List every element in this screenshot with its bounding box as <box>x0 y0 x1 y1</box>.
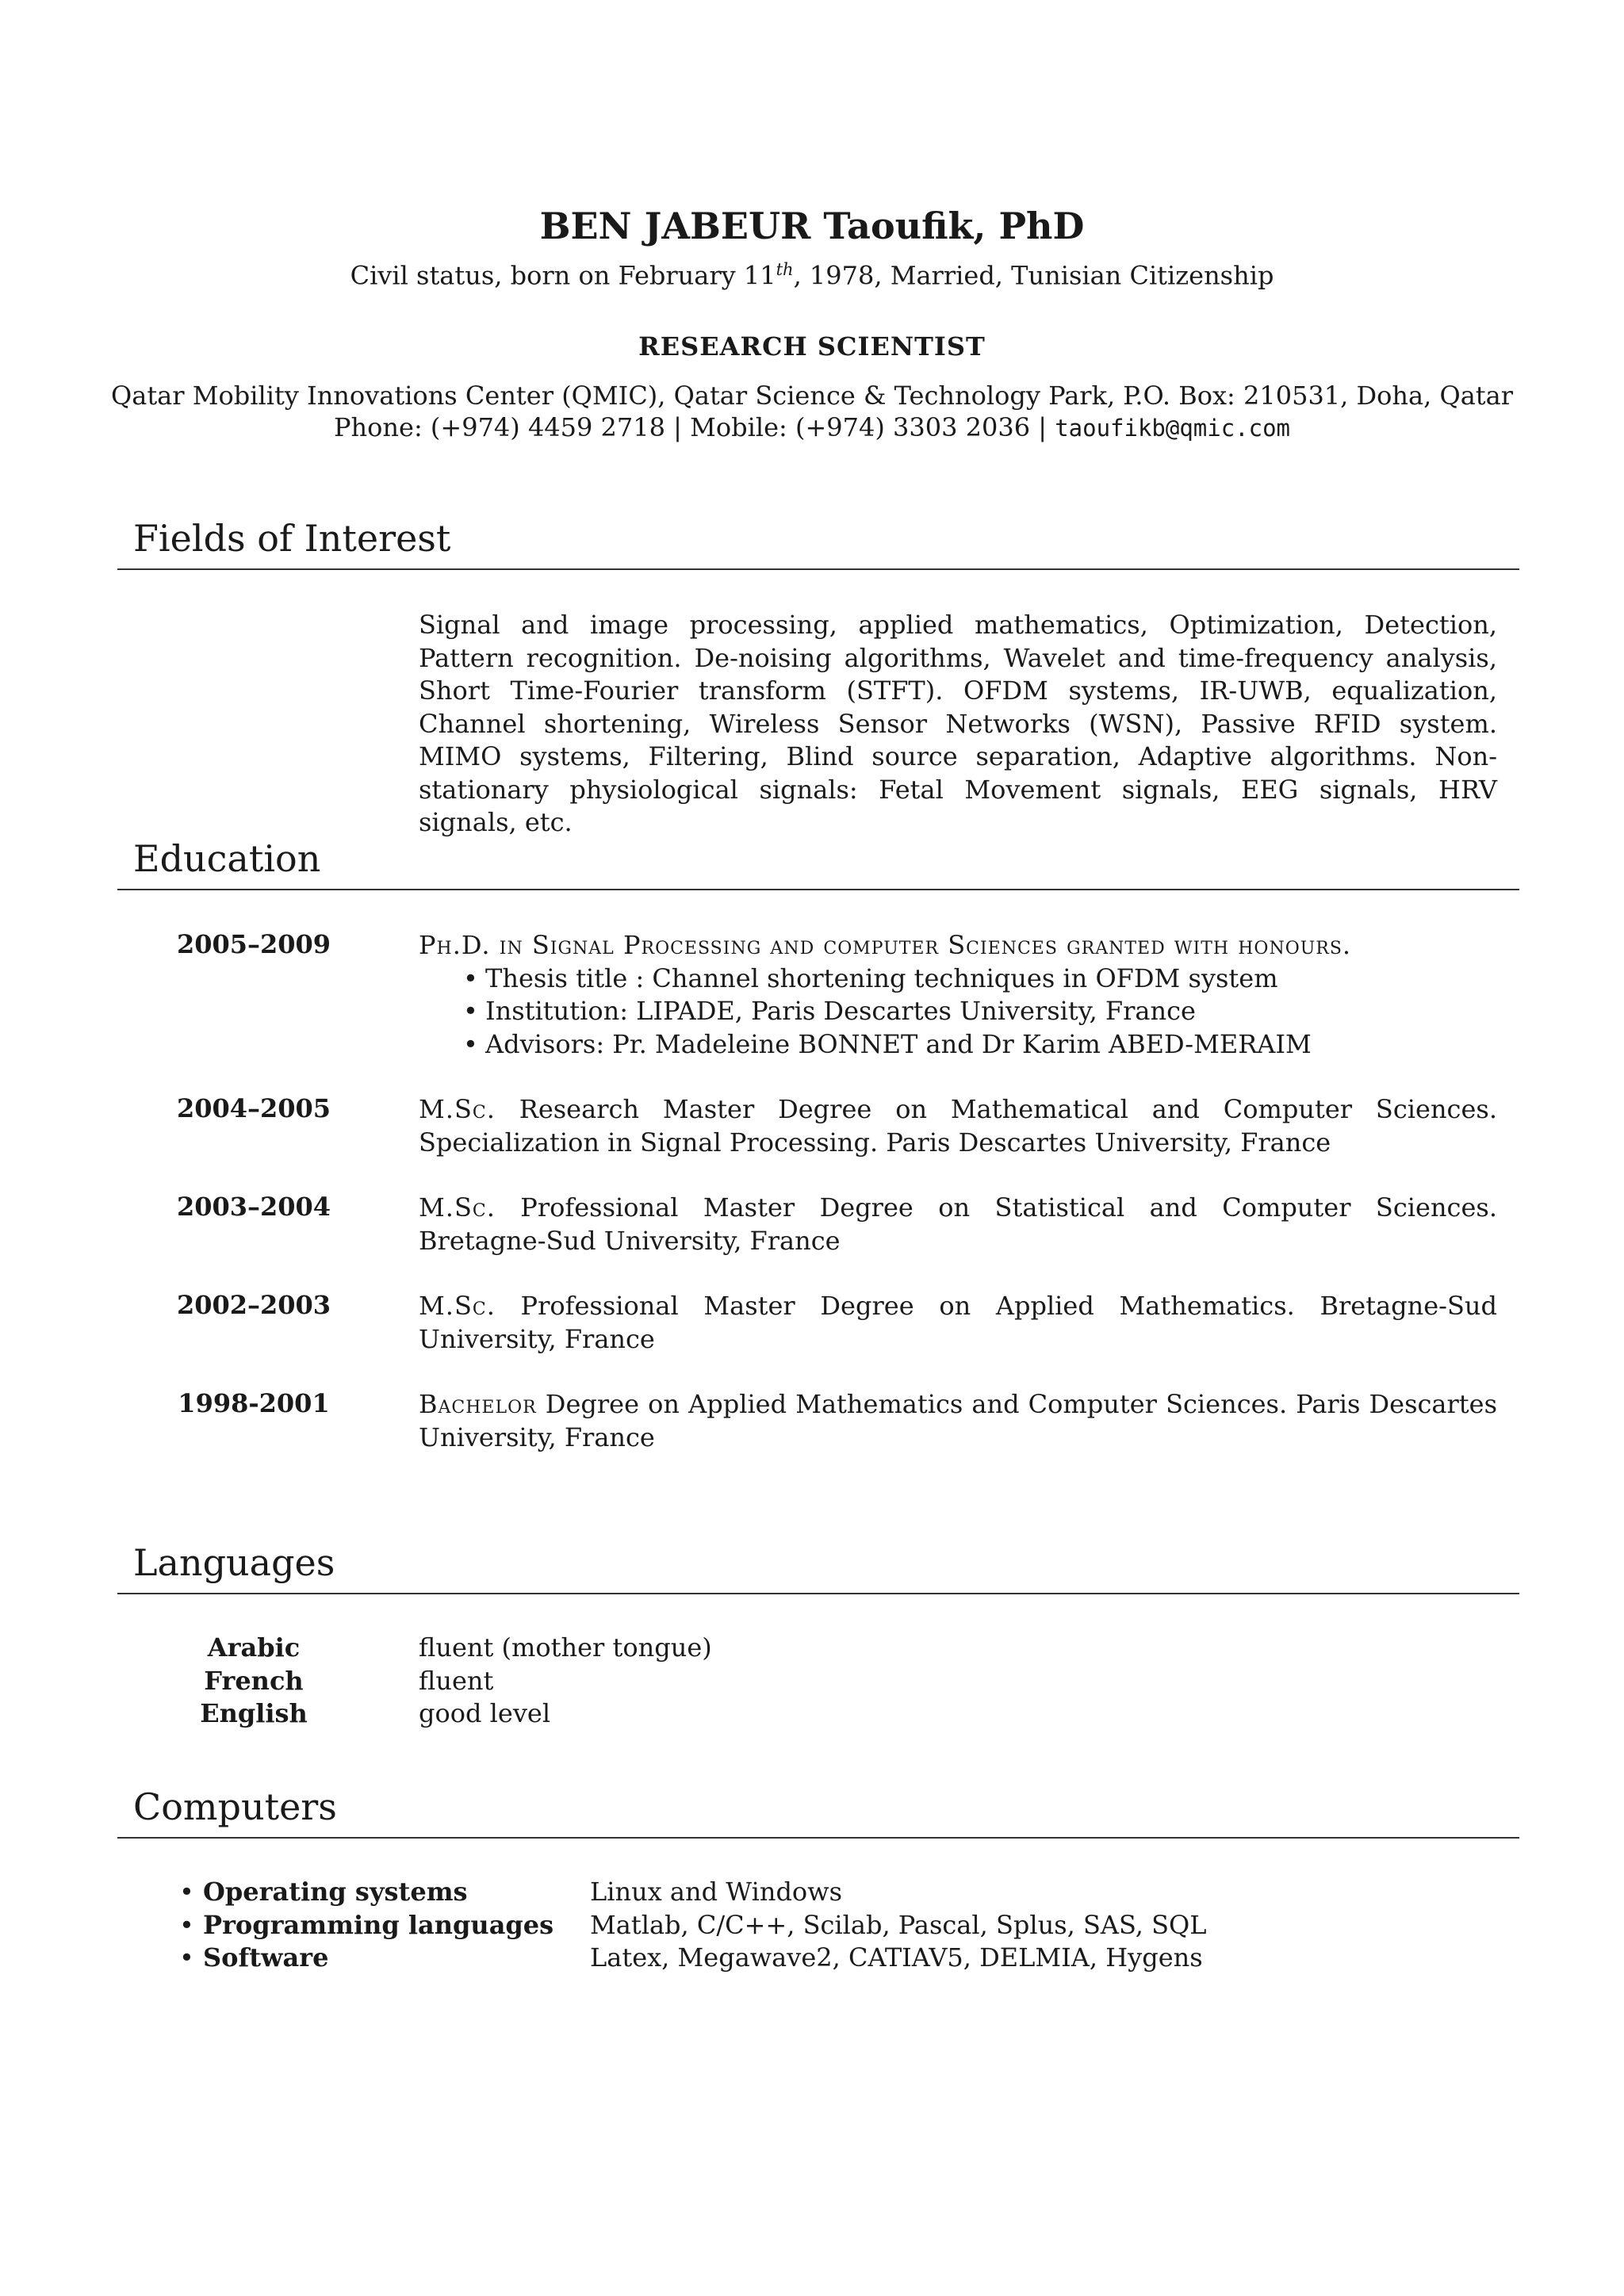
degree-label: M.Sc. <box>419 1291 496 1321</box>
education-entry <box>419 1093 1497 1159</box>
section-title-computers: Computers <box>133 1785 337 1828</box>
degree-text: Research Master Degree on Mathematical and Computer Sciences. Specialization in Signal Processing. Paris Descartes University, France <box>419 1094 1497 1158</box>
job-title: RESEARCH SCIENTIST <box>638 331 986 362</box>
computer-skill-key: • Operating systems <box>203 1877 468 1907</box>
contact-line <box>0 412 1624 442</box>
education-entry <box>419 1192 1497 1257</box>
civil-status <box>0 260 1624 291</box>
language-level: good level <box>419 1698 551 1728</box>
degree-label: M.Sc. <box>419 1094 496 1124</box>
degree-text: Professional Master Degree on Statistical and Computer Sciences. Bretagne-Sud University, France <box>419 1192 1497 1256</box>
education-entry <box>419 1388 1497 1454</box>
computer-skill-key: • Software <box>203 1942 329 1973</box>
cv-name: BEN JABEUR Taoufik, PhD <box>539 205 1085 247</box>
list-item: • Thesis title : Channel shortening techniques in OFDM system <box>419 962 1497 996</box>
education-degree-line <box>419 929 1497 962</box>
fields-of-interest-text: Signal and image processing, applied mathematics, Optimization, Detection, Pattern recognition. De-noising algorithms, Wavelet and time-frequency analysis, Short Time-Fourier transform (STFT). OFDM systems, IR-UWB, equalization, Channel shortening, Wireless Sensor Networks (WSN), Passive RFID system. MIMO systems, Filtering, Blind source separation, Adaptive algorithms. Non-stationary physiological signals: Fetal Movement signals, EEG signals, HRV signals, etc. <box>419 610 1497 837</box>
section-rule <box>117 889 1519 890</box>
thesis-details-list <box>419 962 1497 1062</box>
section-rule <box>117 1593 1519 1594</box>
computer-skill-key: • Programming languages <box>203 1910 553 1940</box>
computer-skill-value: Latex, Megawave2, CATIAV5, DELMIA, Hygens <box>590 1942 1203 1973</box>
list-item: • Institution: LIPADE, Paris Descartes University, France <box>419 995 1497 1028</box>
degree-label: Ph.D. <box>419 930 491 960</box>
education-entry <box>419 1290 1497 1356</box>
civil-status-pre: Civil status, born on February 11 <box>350 260 776 291</box>
education-entry <box>419 929 1497 1061</box>
computer-skill-value: Matlab, C/C++, Scilab, Pascal, Splus, SAS, SQL <box>590 1910 1207 1940</box>
language-name: French <box>204 1666 304 1696</box>
section-rule <box>117 1837 1519 1839</box>
section-title-languages: Languages <box>133 1541 335 1584</box>
language-name: Arabic <box>207 1632 301 1663</box>
list-item: • Advisors: Pr. Madeleine BONNET and Dr Karim ABED-MERAIM <box>419 1028 1497 1062</box>
education-date: 2004–2005 <box>176 1093 331 1123</box>
language-level: fluent (mother tongue) <box>419 1632 712 1663</box>
degree-text: Degree on Applied Mathematics and Computer Sciences. Paris Descartes University, France <box>419 1389 1497 1452</box>
degree-label: Bachelor <box>419 1389 537 1419</box>
section-title-education: Education <box>133 837 321 880</box>
civil-status-post: , 1978, Married, Tunisian Citizenship <box>793 260 1274 291</box>
degree-text: in Signal Processing and computer Sciences granted with honours. <box>490 930 1352 960</box>
email-link[interactable]: taoufikb@qmic.com <box>1055 415 1290 442</box>
education-date: 1998-2001 <box>178 1388 330 1418</box>
language-name: English <box>200 1698 308 1728</box>
language-level: fluent <box>419 1666 494 1696</box>
civil-status-sup: th <box>776 260 794 279</box>
section-title-fields: Fields of Interest <box>133 517 451 560</box>
phone-numbers: Phone: (+974) 4459 2718 | Mobile: (+974) 3303 2036 | <box>334 412 1055 442</box>
degree-label: M.Sc. <box>419 1192 496 1223</box>
address: Qatar Mobility Innovations Center (QMIC), Qatar Science & Technology Park, P.O. Box: 210531, Doha, Qatar <box>111 381 1513 411</box>
education-date: 2005–2009 <box>176 929 331 959</box>
education-date: 2003–2004 <box>176 1192 331 1222</box>
degree-text: Professional Master Degree on Applied Mathematics. Bretagne-Sud University, France <box>419 1291 1497 1354</box>
education-date: 2002–2003 <box>176 1290 331 1320</box>
computer-skill-value: Linux and Windows <box>590 1877 842 1907</box>
section-rule <box>117 568 1519 570</box>
